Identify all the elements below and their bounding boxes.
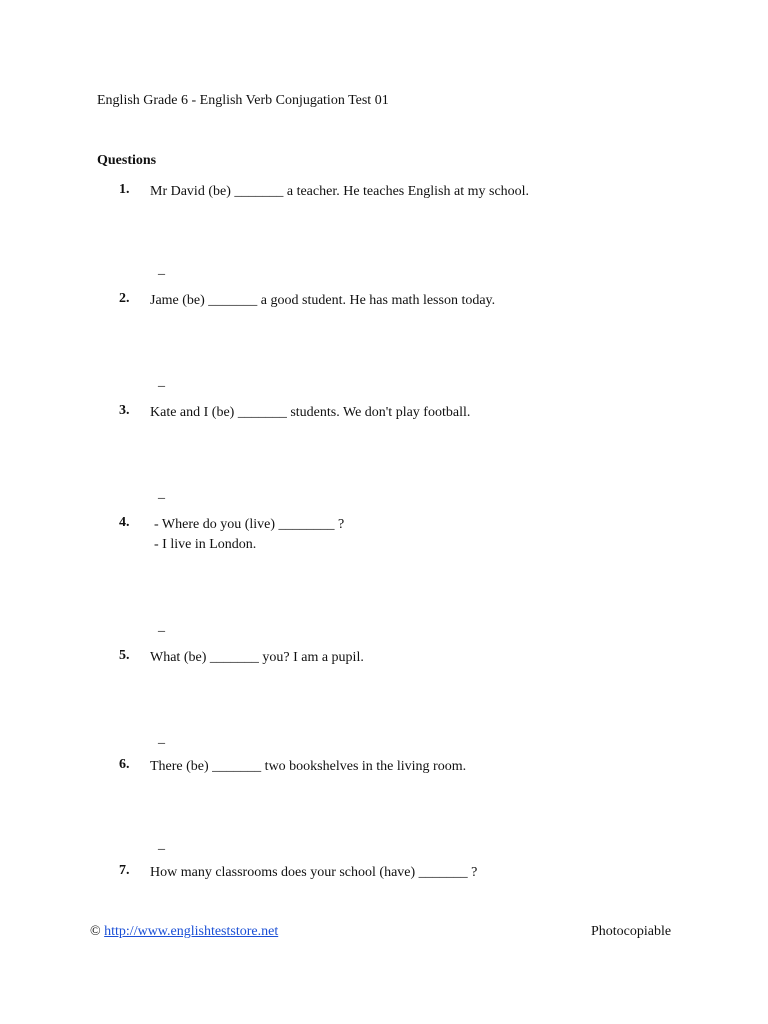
question-text [154, 515, 344, 555]
question-number: 5. [119, 648, 130, 663]
question-line: Mr David (be) _______ a teacher. He teaches English at my school. [150, 184, 530, 199]
question-number: 6. [119, 757, 130, 772]
answer-mark: _ [158, 837, 165, 852]
footer-copyright [90, 924, 278, 940]
question-number: 1. [119, 182, 130, 197]
photocopiable-label: Photocopiable [591, 924, 672, 939]
question-line: There (be) _______ two bookshelves in the living room. [150, 759, 467, 774]
question-number: 4. [119, 515, 130, 530]
question-text [150, 182, 529, 202]
website-link[interactable]: http://www.englishteststore.net [104, 924, 279, 939]
question-text [150, 403, 470, 423]
answer-mark: _ [158, 486, 165, 501]
question-text [150, 291, 495, 311]
section-heading: Questions [97, 153, 157, 168]
question-line: How many classrooms does your school (have) _______ ? [150, 865, 478, 880]
page-header: English Grade 6 - English Verb Conjugation Test 01 [97, 93, 389, 108]
question-number: 7. [119, 863, 130, 878]
question-line: Jame (be) _______ a good student. He has math lesson today. [150, 293, 496, 308]
question-line: - I live in London. [154, 537, 257, 552]
question-number: 2. [119, 291, 130, 306]
question-line: - Where do you (live) ________ ? [154, 517, 345, 532]
answer-mark: _ [158, 374, 165, 389]
answer-mark: _ [158, 262, 165, 277]
answer-mark: _ [158, 619, 165, 634]
question-text [150, 648, 364, 668]
question-line: What (be) _______ you? I am a pupil. [150, 650, 364, 665]
question-line: Kate and I (be) _______ students. We don't play football. [150, 405, 471, 420]
question-text [150, 757, 466, 777]
answer-mark: _ [158, 731, 165, 746]
copyright-symbol: © [90, 924, 101, 939]
question-number: 3. [119, 403, 130, 418]
question-text [150, 863, 477, 883]
